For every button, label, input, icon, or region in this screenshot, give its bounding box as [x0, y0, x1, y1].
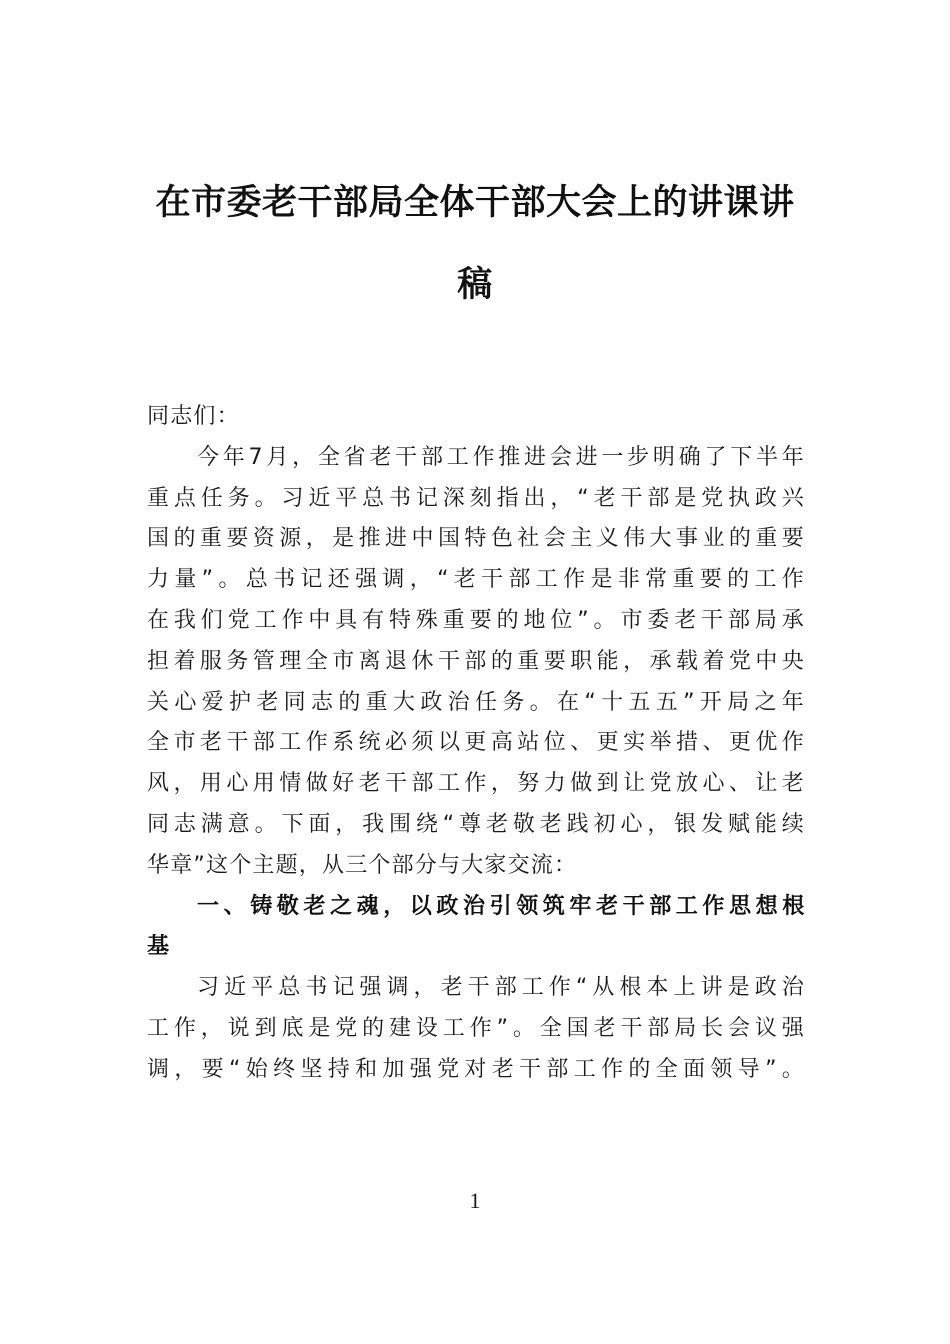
document-body [147, 397, 805, 1091]
document-title [150, 162, 800, 326]
paragraph-1-line-4: 力量”。总书记还强调，“老干部工作是非常重要的工作 [147, 567, 805, 593]
paragraph-1-line-2: 重点任务。习近平总书记深刻指出，“老干部是党执政兴 [147, 485, 805, 511]
paragraph-2-line-1: 习近平总书记强调，老干部工作“从根本上讲是政治 [197, 975, 805, 1001]
paragraph-1-line-7: 关心爱护老同志的重大政治任务。在“十五五”开局之年 [147, 689, 805, 715]
title-line-1: 在市委老干部局全体干部大会上的讲课讲 [155, 182, 795, 223]
paragraph-1-line-11: 华章”这个主题，从三个部分与大家交流： [147, 852, 578, 878]
title-line-2: 稿 [457, 264, 493, 305]
paragraph-2-line-2: 工作，说到底是党的建设工作”。全国老干部局长会议强 [147, 1015, 805, 1041]
paragraph-1-line-8: 全市老干部工作系统必须以更高站位、更实举措、更优作 [147, 730, 805, 756]
paragraph-1-line-6: 担着服务管理全市离退休干部的重要职能，承载着党中央 [147, 648, 805, 674]
paragraph-1 [147, 438, 805, 887]
paragraph-1-line-10: 同志满意。下面，我围绕“尊老敬老践初心，银发赋能续 [147, 811, 805, 837]
page-number: 1 [469, 1188, 481, 1213]
section-heading-1-line-1: 一、铸敬老之魂，以政治引领筑牢老干部工作思想根 [197, 893, 805, 919]
paragraph-1-line-1: 今年7月，全省老干部工作推进会进一步明确了下半年 [197, 444, 805, 470]
paragraph-1-line-5: 在我们党工作中具有特殊重要的地位”。市委老干部局承 [147, 607, 805, 633]
section-heading-1-line-2: 基 [147, 934, 170, 960]
salutation: 同志们： [147, 404, 240, 429]
paragraph-2 [147, 968, 805, 1090]
paragraph-1-line-9: 风，用心用情做好老干部工作，努力做到让党放心、让老 [147, 771, 805, 797]
paragraph-1-line-3: 国的重要资源，是推进中国特色社会主义伟大事业的重要 [147, 526, 805, 552]
paragraph-2-line-3: 调，要“始终坚持和加强党对老干部工作的全面领导”。 [147, 1056, 805, 1082]
section-heading-1 [147, 887, 805, 969]
